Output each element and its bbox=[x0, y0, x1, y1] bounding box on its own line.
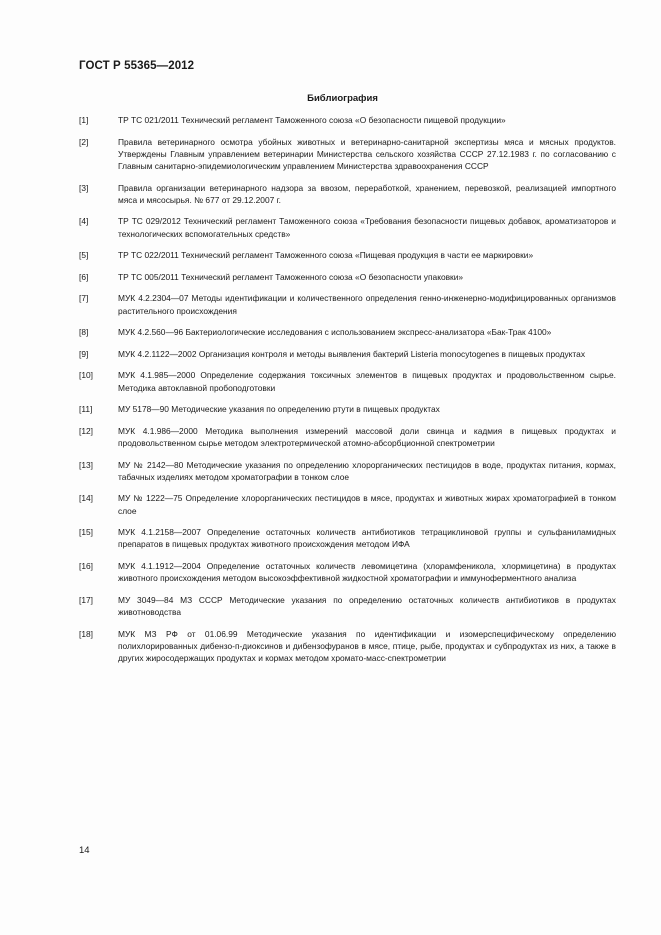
bibliography-entry bbox=[79, 560, 616, 584]
bibliography-entry-number: [14] bbox=[79, 493, 93, 504]
bibliography-entry bbox=[79, 215, 616, 239]
bibliography-entry-text: МУК 4.1.985—2000 Определение содержания токсичных элементов в пищевых продуктах и продовольственном сырье. Методика автоклавной пробоподготовки bbox=[118, 370, 616, 393]
bibliography-entry-text: Правила ветеринарного осмотра убойных животных и ветеринарно-санитарной экспертизы мяса и мясных продуктов. Утверждены Главным управлением ветеринарии Министерства сельского хозяйства СССР 27.12.1983 г. по согласованию с Главным санитарно-эпидемиологическим управлением Министерства здравоохранения СССР bbox=[118, 136, 616, 171]
bibliography-entry-text: ТР ТС 005/2011 Технический регламент Таможенного союза «О безопасности упаковки» bbox=[118, 271, 464, 282]
bibliography-entry bbox=[79, 182, 616, 206]
standard-header: ГОСТ Р 55365—2012 bbox=[79, 60, 195, 72]
bibliography-entry bbox=[79, 628, 616, 665]
bibliography-entry bbox=[79, 459, 616, 483]
bibliography-entry bbox=[79, 136, 616, 173]
bibliography-entry bbox=[79, 348, 616, 360]
bibliography-entry-number: [12] bbox=[79, 425, 93, 436]
bibliography-list bbox=[79, 114, 616, 674]
bibliography-entry-text: ТР ТС 021/2011 Технический регламент Таможенного союза «О безопасности пищевой продукции» bbox=[118, 115, 506, 125]
bibliography-entry-text: МУК 4.2.1122—2002 Организация контроля и методы выявления бактерий Listeria monocytogenes в пищевых продуктах bbox=[118, 348, 586, 359]
bibliography-entry-text: Правила организации ветеринарного надзора за ввозом, переработкой, хранением, перевозкой, реализацией импортного мяса и мясосырья. № 677 от 29.12.2007 г. bbox=[118, 182, 616, 205]
bibliography-entry-text: ТР ТС 022/2011 Технический регламент Таможенного союза «Пищевая продукция в части ее маркировки» bbox=[118, 250, 534, 261]
bibliography-entry-number: [11] bbox=[79, 404, 93, 415]
bibliography-entry-number: [8] bbox=[79, 327, 89, 338]
bibliography-entry-text: МУ 3049—84 МЗ СССР Методические указания по определению остаточных количеств антибиотиков в продуктах животноводства bbox=[118, 594, 616, 617]
bibliography-entry-number: [9] bbox=[79, 348, 89, 359]
bibliography-entry-number: [7] bbox=[79, 293, 89, 304]
bibliography-entry-number: [10] bbox=[79, 370, 93, 381]
bibliography-entry-text: МУК 4.1.1912—2004 Определение остаточных количеств левомицетина (хлорамфеникола, хлормицетина) в продуктах животного происхождения методом высокоэффективной жидкостной хроматографии и иммуноферментного анализа bbox=[118, 560, 616, 584]
bibliography-entry bbox=[79, 369, 616, 393]
bibliography-entry bbox=[79, 492, 616, 516]
bibliography-entry-text: МУК 4.2.2304—07 Методы идентификации и количественного определения генно-инженерно-модифицированных организмов растительного происхождения bbox=[118, 293, 616, 316]
page-number: 14 bbox=[79, 845, 90, 856]
bibliography-entry-text: МУ 5178—90 Методические указания по определению ртути в пищевых продуктах bbox=[118, 404, 440, 415]
bibliography-entry-text: МУК МЗ РФ от 01.06.99 Методические указания по идентификации и изомерспецифическому определению полихлорированных дибензо-п-диоксинов и дибензофуранов в мясе, птице, рыбе, продуктах и субпродуктах из них, а также в других жиросодержащих продуктах и кормах методом хромато-масс-спектрометрии bbox=[118, 628, 616, 663]
bibliography-entry-number: [5] bbox=[79, 250, 89, 261]
bibliography-entry-number: [1] bbox=[79, 115, 89, 125]
bibliography-entry-number: [16] bbox=[79, 560, 93, 571]
bibliography-entry bbox=[79, 271, 616, 283]
bibliography-entry-text: МУ № 2142—80 Методические указания по определению хлорорганических пестицидов в воде, продуктах питания, кормах, табачных изделиях методом хроматографии в тонком слое bbox=[118, 459, 616, 482]
bibliography-entry-text: МУ № 1222—75 Определение хлорорганических пестицидов в мясе, продуктах и животных жирах хроматографией в тонком слое bbox=[118, 493, 616, 516]
bibliography-entry-text: МУК 4.2.560—96 Бактериологические исследования с использованием экспресс-анализатора «Бак-Трак 4100» bbox=[118, 327, 552, 338]
bibliography-entry-number: [6] bbox=[79, 271, 89, 282]
bibliography-entry-number: [15] bbox=[79, 527, 93, 538]
bibliography-entry bbox=[79, 594, 616, 618]
bibliography-entry bbox=[79, 292, 616, 316]
bibliography-entry bbox=[79, 425, 616, 449]
bibliography-entry-text: МУК 4.1.986—2000 Методика выполнения измерений массовой доли свинца и кадмия в пищевых продуктах и продовольственном сырье методом электротермической атомно-абсорбционной спектрометрии bbox=[118, 425, 616, 448]
bibliography-entry bbox=[79, 114, 616, 126]
bibliography-title: Библиография bbox=[307, 93, 378, 104]
bibliography-entry-number: [4] bbox=[79, 216, 89, 227]
bibliography-entry-number: [2] bbox=[79, 136, 89, 147]
bibliography-entry-number: [18] bbox=[79, 628, 93, 639]
bibliography-entry bbox=[79, 249, 616, 261]
bibliography-entry bbox=[79, 526, 616, 550]
bibliography-entry bbox=[79, 326, 616, 338]
bibliography-entry-number: [3] bbox=[79, 182, 89, 193]
bibliography-entry-number: [13] bbox=[79, 459, 93, 470]
bibliography-entry bbox=[79, 403, 616, 415]
bibliography-entry-text: ТР ТС 029/2012 Технический регламент Таможенного союза «Требования безопасности пищевых добавок, ароматизаторов и технологических вспомогательных средств» bbox=[118, 216, 616, 239]
bibliography-entry-number: [17] bbox=[79, 594, 93, 605]
bibliography-entry-text: МУК 4.1.2158—2007 Определение остаточных количеств антибиотиков тетрациклиновой группы и сульфаниламидных препаратов в пищевых продуктах животного происхождения методом ИФА bbox=[118, 527, 616, 550]
